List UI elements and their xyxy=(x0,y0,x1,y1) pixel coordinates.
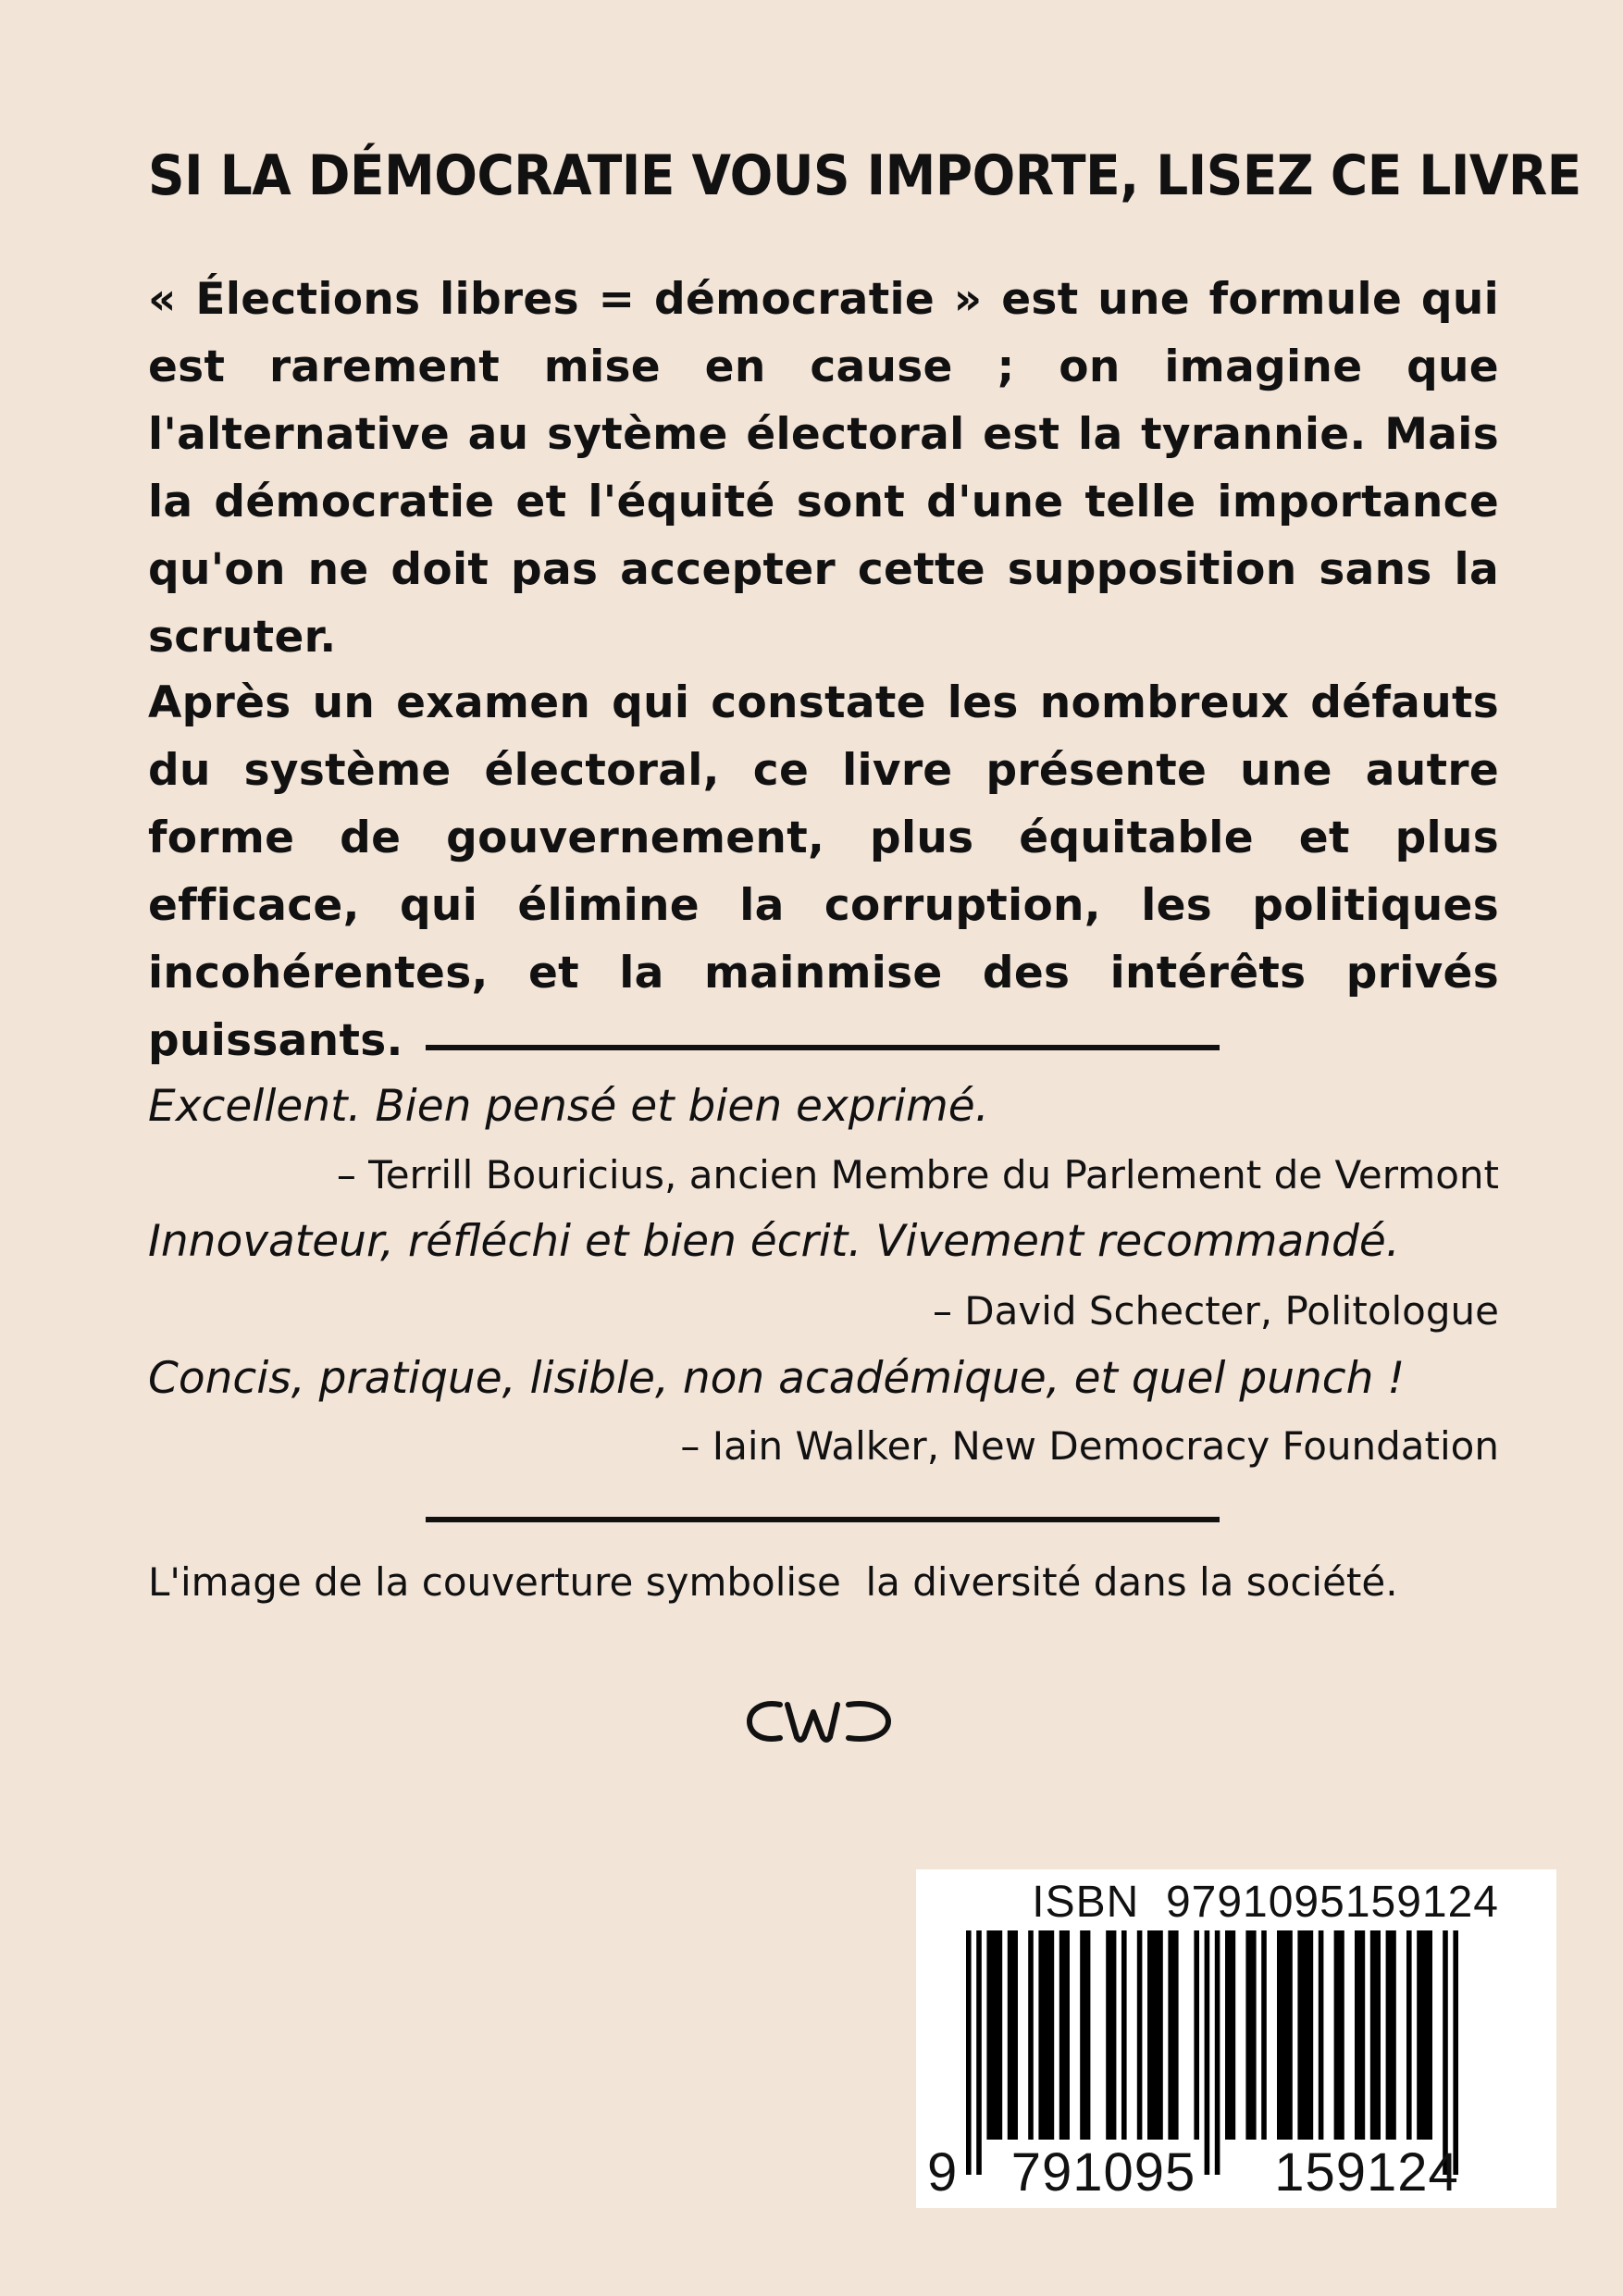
cover-image-note: L'image de la couverture symbolise la diversité dans la société. xyxy=(148,1559,1398,1605)
review-quote-3: Concis, pratique, lisible, non académique, et quel punch ! xyxy=(148,1353,1406,1404)
review-attribution-3: – Iain Walker, New Democracy Foundation xyxy=(680,1423,1499,1469)
barcode-bar xyxy=(1059,1930,1070,2140)
barcode-bar xyxy=(986,1930,1002,2140)
barcode-bar xyxy=(1245,1930,1256,2140)
review-quote-1: Excellent. Bien pensé et bien exprimé. xyxy=(148,1081,989,1132)
divider-bottom xyxy=(426,1517,1220,1522)
back-cover-title: SI LA DÉMOCRATIE VOUS IMPORTE, LISEZ CE LIVRE xyxy=(148,143,1581,208)
review-attribution-2: – David Schecter, Politologue xyxy=(932,1288,1499,1334)
barcode-digits-left: 791095 xyxy=(1010,2142,1196,2203)
barcode-bar xyxy=(1106,1930,1116,2140)
barcode-guard-bar xyxy=(1215,1930,1220,2175)
barcode-bar xyxy=(1417,1930,1432,2140)
review-quote-2: Innovateur, réfléchi et bien écrit. Vivement recommandé. xyxy=(148,1216,1400,1267)
barcode-bar xyxy=(1386,1930,1396,2140)
barcode-bar xyxy=(1334,1930,1344,2140)
barcode-bar xyxy=(1028,1930,1034,2140)
barcode-bar xyxy=(1277,1930,1293,2140)
isbn-barcode xyxy=(916,1869,1556,2208)
isbn-label: ISBN 9791095159124 xyxy=(1032,1878,1499,1927)
barcode-bar xyxy=(1080,1930,1090,2140)
barcode-guard-bar xyxy=(1205,1930,1210,2175)
barcode-bar xyxy=(1406,1930,1412,2140)
description-paragraph-2: Après un examen qui constate les nombreux défauts du système électoral, ce livre présente une autre forme de gouvernement, plus équitable et plus efficace, qui élimine la corruption, les politiques incohérentes, et la mainmise des intérêts privés puissants. xyxy=(148,677,1499,1066)
barcode-digits-right: 159124 xyxy=(1274,2142,1459,2203)
review-attribution-1: – Terrill Bouricius, ancien Membre du Parlement de Vermont xyxy=(336,1152,1499,1198)
barcode-bar xyxy=(1297,1930,1313,2140)
barcode-bar xyxy=(1168,1930,1178,2140)
barcode-bar xyxy=(1261,1930,1267,2140)
barcode-bar xyxy=(1355,1930,1365,2140)
barcode-guard-bar xyxy=(976,1930,982,2175)
barcode-bar xyxy=(1194,1930,1199,2140)
barcode-bar xyxy=(1225,1930,1235,2140)
barcode-digit-first: 9 xyxy=(927,2142,959,2203)
barcode-guard-bar xyxy=(966,1930,972,2175)
barcode-bar xyxy=(1137,1930,1143,2140)
publisher-logo-icon xyxy=(745,1694,893,1749)
barcode-bar xyxy=(1319,1930,1324,2140)
barcode-guard-bar xyxy=(1453,1930,1458,2175)
divider-top xyxy=(426,1045,1220,1050)
barcode-bar xyxy=(1008,1930,1018,2140)
description-paragraph-1: « Élections libres = démocratie » est une formule qui est rarement mise en cause ; on imagine que l'alternative au sytème électoral est la tyrannie. Mais la démocratie et l'équité sont d'une telle importance qu'on ne doit pas accepter cette supposition sans la scruter. xyxy=(148,274,1499,663)
barcode-bar xyxy=(1147,1930,1163,2140)
barcode-guard-bar xyxy=(1443,1930,1448,2175)
barcode-bar xyxy=(1038,1930,1054,2140)
barcode-bar xyxy=(1121,1930,1127,2140)
barcode-bar xyxy=(1370,1930,1381,2140)
